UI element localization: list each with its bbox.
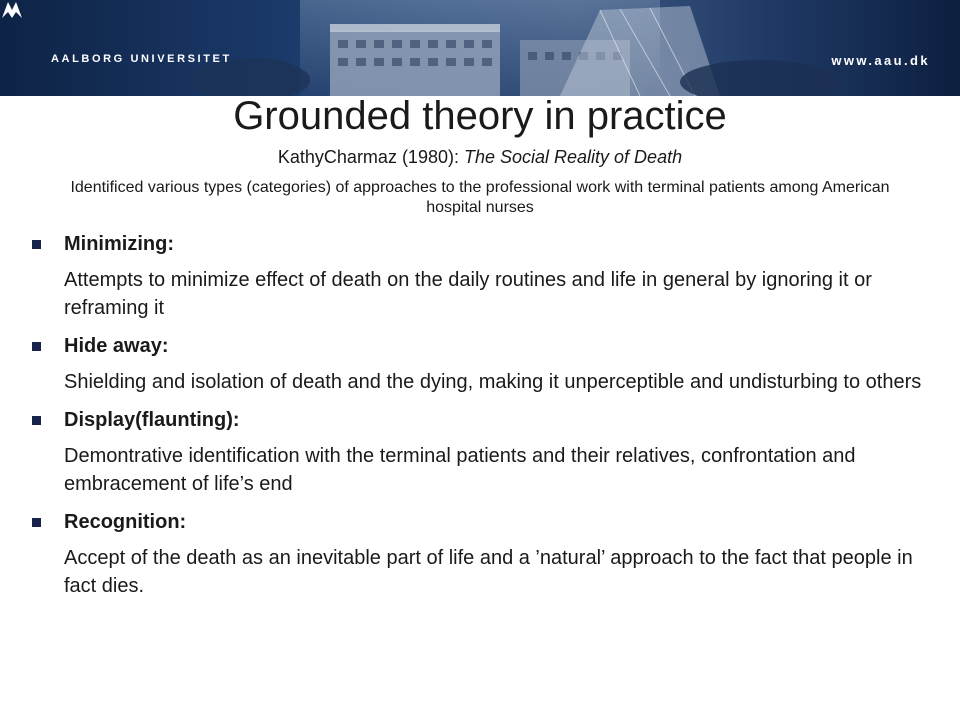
list-item-minimizing bbox=[30, 230, 950, 322]
item-description: Demontrative identification with the terminal patients and their relatives, confrontation and embracement of life’s end bbox=[64, 445, 856, 495]
slide-title: Grounded theory in practice bbox=[233, 94, 727, 138]
subtitle-book-title: The Social Reality of Death bbox=[463, 147, 683, 167]
item-label: Minimizing: bbox=[64, 233, 174, 255]
square-bullet-icon bbox=[32, 518, 41, 527]
category-list bbox=[30, 230, 950, 600]
list-item-recognition bbox=[30, 508, 950, 600]
item-description: Accept of the death as an inevitable part of life and a ’natural’ approach to the fact that people in fact dies. bbox=[64, 547, 913, 597]
item-label: Recognition: bbox=[64, 511, 187, 533]
square-bullet-icon bbox=[32, 416, 41, 425]
item-description: Attempts to minimize effect of death on the daily routines and life in general by ignoring it or reframing it bbox=[64, 269, 872, 319]
list-item-display bbox=[30, 406, 950, 498]
list-item-hide-away bbox=[30, 332, 950, 396]
item-description: Shielding and isolation of death and the dying, making it unperceptible and undisturbing to others bbox=[64, 371, 922, 393]
slide-summary: Identificed various types (categories) of approaches to the professional work with terminal patients among American hospital nurses bbox=[70, 179, 890, 216]
slide-subtitle bbox=[0, 146, 960, 168]
university-url: www.aau.dk bbox=[831, 53, 930, 68]
university-brand: AALBORG UNIVERSITET bbox=[51, 53, 232, 65]
header-banner bbox=[0, 0, 960, 96]
square-bullet-icon bbox=[32, 240, 41, 249]
subtitle-author: KathyCharmaz (1980): bbox=[277, 147, 464, 167]
square-bullet-icon bbox=[32, 342, 41, 351]
item-label: Display(flaunting): bbox=[64, 409, 240, 431]
university-logo-icon bbox=[0, 0, 24, 20]
campus-building-illustration bbox=[0, 0, 960, 96]
item-label: Hide away: bbox=[64, 335, 169, 357]
